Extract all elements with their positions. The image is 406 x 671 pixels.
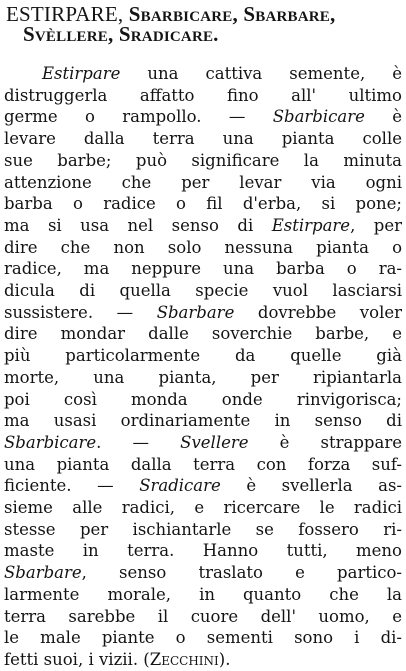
text-segment: le male piante o sementi sono i di- — [4, 628, 402, 648]
text-segment: dire che non solo nessuna pianta o — [4, 237, 402, 257]
text-line — [4, 237, 402, 259]
text-line — [4, 63, 402, 85]
text-line — [4, 410, 402, 432]
text-segment: dire mondar dalle soverchie barbe, e — [4, 324, 402, 344]
keyword: Sbarbare — [4, 563, 82, 583]
text-line — [4, 389, 402, 411]
text-segment: levare dalla terra una pianta colle — [4, 129, 402, 149]
text-line — [4, 193, 402, 215]
keyword: Estirpare — [42, 64, 121, 83]
text-line — [4, 606, 402, 628]
text-line — [4, 367, 402, 389]
text-line — [4, 150, 402, 172]
synonyms-line-2: Svèllere, Sradicare. — [23, 22, 219, 46]
synonyms-line-1: Sbarbicare, Sbarbare, — [128, 2, 336, 26]
text-line — [4, 519, 402, 541]
keyword: Sradicare — [139, 476, 221, 496]
text-line — [4, 106, 402, 128]
text-segment: . — — [96, 432, 181, 452]
text-segment: è svellerla as- — [220, 476, 402, 496]
text-line — [4, 475, 402, 497]
text-line — [4, 172, 402, 194]
text-line — [4, 258, 402, 280]
text-line — [4, 345, 402, 367]
text-segment: barba o radice o fil d'erba, si pone; — [4, 194, 402, 214]
keyword: Sbarbare — [156, 302, 235, 322]
keyword: Sbarbicare — [4, 432, 97, 452]
text-segment: è — [364, 107, 402, 127]
text-segment: sussistere. — — [4, 302, 157, 322]
text-segment: fetti suoi, i vizii. ( — [4, 649, 150, 669]
keyword: Svellere — [180, 432, 249, 452]
text-line — [4, 215, 402, 237]
text-segment: radice, ma neppure una barba o ra- — [4, 259, 402, 279]
keyword: Sbarbicare — [272, 107, 365, 127]
text-line — [4, 454, 402, 476]
text-segment: ficiente. — — [4, 476, 140, 496]
entry-heading — [4, 4, 402, 44]
text-line — [4, 128, 402, 150]
text-line — [4, 302, 402, 324]
dictionary-entry — [4, 4, 402, 671]
text-segment: ma usasi ordinariamente in senso di — [4, 411, 402, 431]
text-segment: ma si usa nel senso di — [4, 215, 272, 235]
text-segment: distruggerla affatto fino all' ultimo — [4, 85, 402, 105]
text-segment: sieme alle radici, e ricercare le radici — [4, 498, 402, 518]
keyword: Estirpare — [271, 215, 351, 235]
text-segment: dovrebbe voler — [234, 302, 402, 322]
text-segment: germe o rampollo. — — [4, 107, 273, 127]
text-line — [4, 323, 402, 345]
text-segment: maste in terra. Hanno tutti, meno — [4, 541, 402, 561]
text-line — [4, 562, 402, 584]
text-segment: stesse per ischiantarle se fossero ri- — [4, 519, 402, 539]
text-line — [4, 497, 402, 519]
author-citation: Zecchini — [149, 649, 219, 669]
text-line — [4, 85, 402, 107]
text-segment: sue barbe; può significare la minuta — [4, 150, 402, 170]
text-segment: è strappare — [248, 432, 402, 452]
text-segment: , senso traslato e partico- — [81, 563, 402, 583]
text-segment: attenzione che per levar via ogni — [4, 172, 402, 192]
text-segment: ). — [218, 649, 231, 669]
text-line — [4, 280, 402, 302]
text-segment: morte, una pianta, per ripiantarla — [4, 367, 402, 387]
text-segment: larmente morale, in quanto che la — [4, 584, 402, 604]
text-segment: , per — [350, 215, 402, 235]
text-segment: una cattiva semente, è — [120, 64, 402, 83]
text-segment: più particolarmente da quelle già — [4, 346, 402, 366]
text-line — [4, 584, 402, 606]
entry-body — [4, 63, 402, 671]
text-line — [4, 649, 402, 671]
text-segment: dicula di quella specie vuol lasciarsi — [4, 281, 402, 301]
text-segment: una pianta dalla terra con forza suf- — [4, 454, 402, 474]
headword: ESTIRPARE, — [6, 2, 124, 26]
text-segment: terra sarebbe il cuore dell' uomo, e — [4, 606, 402, 626]
text-segment: poi così monda onde rinvigorisca; — [4, 389, 402, 409]
text-line — [4, 432, 402, 454]
text-line — [4, 540, 402, 562]
